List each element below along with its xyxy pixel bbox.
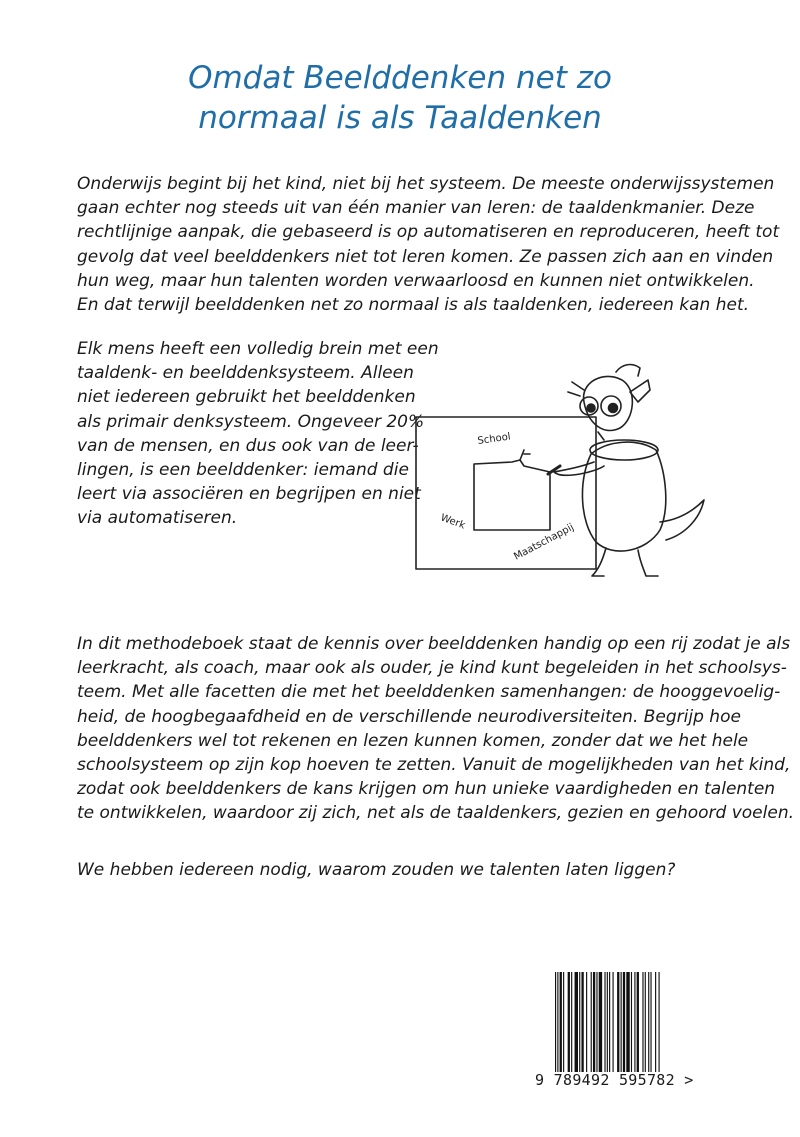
text-line: heid, de hoogbegaafdheid en de verschillende neurodiversiteiten. Begrijp hoe bbox=[77, 706, 741, 727]
text-line: We hebben iedereen nodig, waarom zouden we talenten laten liggen? bbox=[77, 860, 676, 880]
barcode-bar bbox=[593, 972, 595, 1072]
barcode-bar bbox=[607, 972, 608, 1072]
barcode-bar bbox=[631, 972, 632, 1072]
barcode-bar bbox=[637, 972, 639, 1072]
intro-paragraph bbox=[77, 172, 779, 317]
text-line: Onderwijs begint bij het kind, niet bij het systeem. De meeste onderwijssystemen bbox=[77, 174, 775, 194]
method-book-paragraph bbox=[77, 632, 794, 826]
closing-paragraph bbox=[77, 858, 675, 882]
barcode-bar bbox=[613, 972, 614, 1072]
text-line: te ontwikkelen, waardoor zij zich, net als de taaldenkers, gezien en gehoord voelen. bbox=[77, 803, 794, 824]
text-line: leerkracht, als coach, maar ook als ouder, je kind kunt begeleiden in het schoolsys- bbox=[77, 658, 787, 679]
barcode-bar bbox=[623, 972, 625, 1072]
barcode-bar bbox=[645, 972, 646, 1072]
label-werk: Werk bbox=[438, 512, 467, 532]
label-maatschappij: Maatschappij bbox=[512, 521, 576, 563]
barcode-bar bbox=[617, 972, 619, 1072]
text-line: leert via associëren en begrijpen en niet bbox=[77, 484, 421, 505]
text-line: gaan echter nog steeds uit van één manier van leren: de taaldenkmanier. Deze bbox=[77, 198, 755, 219]
barcode-bar bbox=[575, 972, 578, 1072]
brain-paragraph bbox=[77, 337, 439, 531]
title-line-2: normaal is als Taaldenken bbox=[198, 100, 602, 136]
map-path bbox=[474, 460, 550, 530]
barcode-bar bbox=[648, 972, 649, 1072]
text-line: Elk mens heeft een volledig brein met een bbox=[77, 339, 439, 359]
creature-whiteboard-illustration bbox=[408, 362, 718, 587]
creature-body bbox=[582, 442, 665, 551]
title-line-1: Omdat Beelddenken net zo bbox=[188, 60, 612, 96]
text-line: En dat terwijl beelddenken net zo normaal is als taaldenken, iedereen kan het. bbox=[77, 295, 750, 316]
text-line: hun weg, maar hun talenten worden verwaarloosd en kunnen niet ontwikkelen. bbox=[77, 270, 755, 291]
barcode-bar bbox=[599, 972, 602, 1072]
text-line: beelddenkers wel tot rekenen en lezen kunnen komen, zonder dat we het hele bbox=[77, 730, 749, 751]
barcode-digits: 9 789492 595782 > bbox=[535, 1071, 694, 1089]
text-line: niet iedereen gebruikt het beelddenken bbox=[77, 387, 416, 408]
creature-leg-left bbox=[592, 548, 606, 576]
label-school: School bbox=[476, 431, 512, 447]
barcode-bar bbox=[586, 972, 587, 1072]
text-line: van de mensen, en dus ook van de leer- bbox=[77, 435, 419, 456]
creature-tail bbox=[660, 500, 704, 540]
page-title bbox=[0, 58, 800, 138]
barcode-bar bbox=[609, 972, 610, 1072]
barcode-bar bbox=[596, 972, 597, 1072]
barcode-bar bbox=[604, 972, 605, 1072]
text-line: schoolsysteem op zijn kop hoeven te zetten. Vanuit de mogelijkheden van het kind, bbox=[77, 755, 791, 776]
barcode-bar bbox=[642, 972, 643, 1072]
barcode-bar bbox=[571, 972, 572, 1072]
text-line: als primair denksysteem. Ongeveer 20% bbox=[77, 411, 425, 432]
barcode-bar bbox=[563, 972, 564, 1072]
illustration-drawing bbox=[408, 362, 718, 587]
text-line: taaldenk- en beelddenksysteem. Alleen bbox=[77, 363, 414, 384]
barcode-bar bbox=[579, 972, 580, 1072]
barcode-bar bbox=[581, 972, 583, 1072]
barcode-bar bbox=[555, 972, 556, 1072]
barcode-bar bbox=[626, 972, 629, 1072]
barcode-bar bbox=[557, 972, 558, 1072]
barcode-bar bbox=[650, 972, 651, 1072]
text-line: lingen, is een beelddenker: iemand die bbox=[77, 460, 409, 481]
text-line: zodat ook beelddenkers de kans krijgen om hun unieke vaardigheden en talenten bbox=[77, 779, 776, 800]
isbn-barcode bbox=[535, 972, 711, 1097]
text-line: via automatiseren. bbox=[77, 508, 238, 529]
text-line: teem. Met alle facetten die met het beelddenken samenhangen: de hooggevoelig- bbox=[77, 682, 781, 703]
creature-leg-right bbox=[638, 550, 658, 576]
barcode-bar bbox=[659, 972, 660, 1072]
text-line: In dit methodeboek staat de kennis over beelddenken handig op een rij zodat je als bbox=[77, 634, 791, 654]
text-line: gevolg dat veel beelddenkers niet tot leren komen. Ze passen zich aan en vinden bbox=[77, 246, 774, 267]
barcode-bar bbox=[560, 972, 562, 1072]
barcode-bar bbox=[655, 972, 656, 1072]
barcode-bars bbox=[553, 972, 703, 1072]
text-line: rechtlijnige aanpak, die gebaseerd is op automatiseren en reproduceren, heeft tot bbox=[77, 222, 780, 243]
barcode-bar bbox=[568, 972, 570, 1072]
barcode-bar bbox=[591, 972, 592, 1072]
barcode-bar bbox=[621, 972, 622, 1072]
barcode-bar bbox=[634, 972, 635, 1072]
